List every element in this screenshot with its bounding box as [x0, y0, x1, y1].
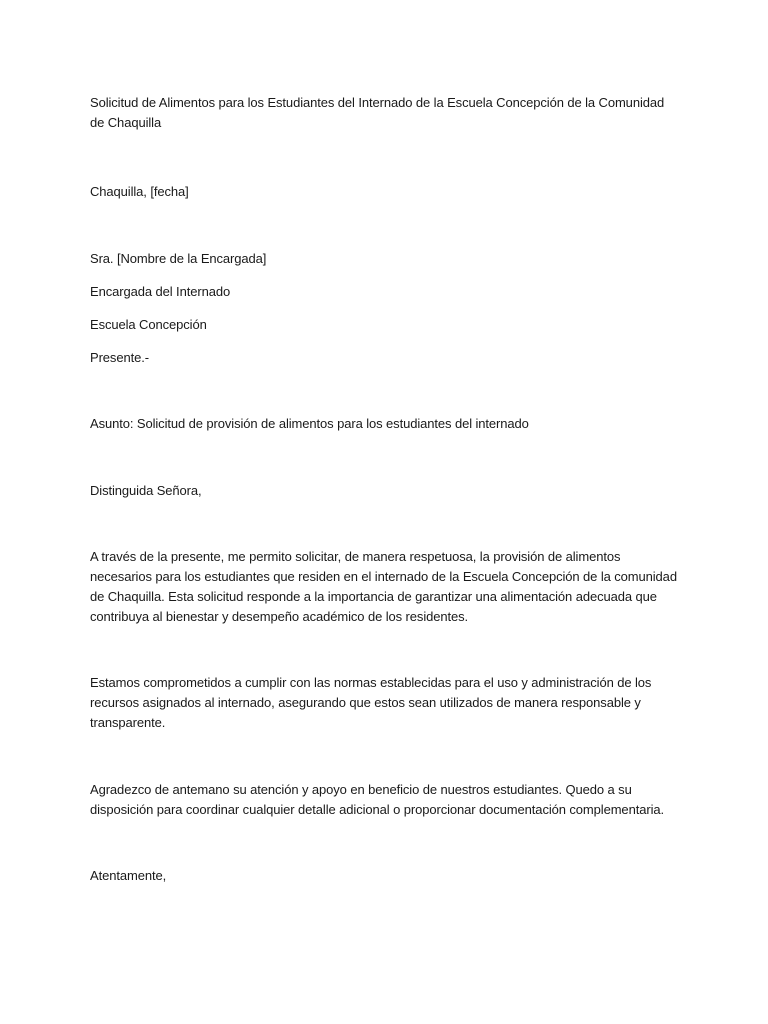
document-title: Solicitud de Alimentos para los Estudiantes del Internado de la Escuela Concepción de la Comunidad de Chaquilla — [90, 95, 665, 130]
body-paragraph-3: Agradezco de antemano su atención y apoyo en beneficio de nuestros estudiantes. Quedo a su disposición para coordinar cualquier detalle adicional o proporcionar documentación complementaria. — [90, 782, 664, 817]
body-paragraph-1: A través de la presente, me permito solicitar, de manera respetuosa, la provisión de alimentos necesarios para los estudiantes que residen en el internado de la Escuela Concepción de la comunidad de Chaquilla. Esta solicitud responde a la importancia de garantizar una alimentación adecuada que contribuya al bienestar y desempeño académico de los residentes. — [90, 549, 677, 624]
salutation: Distinguida Señora, — [90, 483, 202, 498]
closing: Atentamente, — [90, 868, 167, 883]
recipient-institution: Escuela Concepción — [90, 317, 207, 332]
recipient-position: Encargada del Internado — [90, 284, 231, 299]
recipient-name: Sra. [Nombre de la Encargada] — [90, 251, 267, 266]
body-paragraph-2: Estamos comprometidos a cumplir con las normas establecidas para el uso y administración de los recursos asignados al internado, asegurando que estos sean utilizados de manera responsable y transparente. — [90, 675, 652, 730]
subject-line: Asunto: Solicitud de provisión de alimentos para los estudiantes del internado — [90, 416, 529, 431]
recipient-presente: Presente.- — [90, 350, 149, 365]
date-line: Chaquilla, [fecha] — [90, 184, 189, 199]
